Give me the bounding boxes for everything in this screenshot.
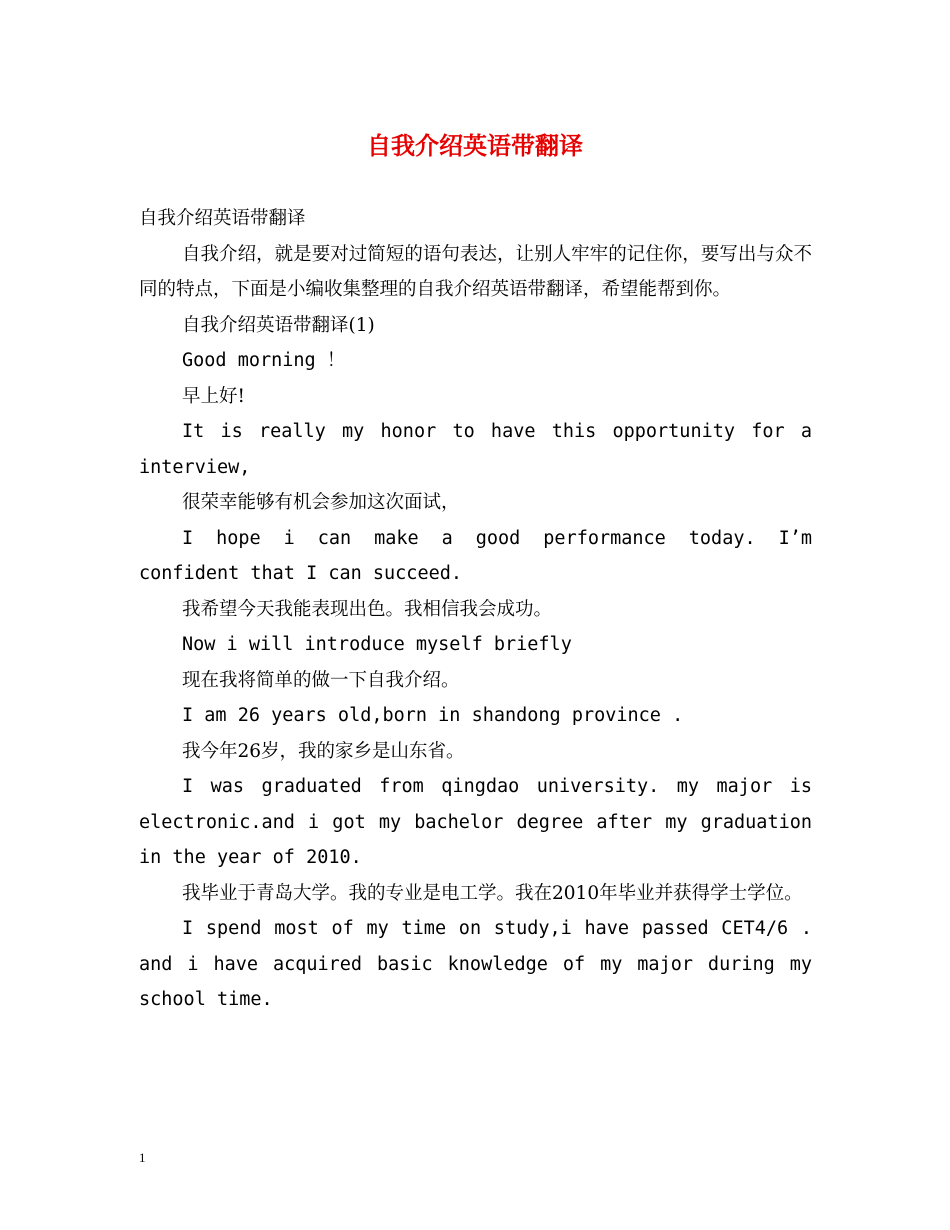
english-paragraph: I was graduated from qingdao university. my major is electronic.and i got my bachelor degree after my graduation in the year of 2010. <box>139 776 812 868</box>
english-paragraph: I am 26 years old,born in shandong province . <box>182 705 684 726</box>
document-body <box>139 201 812 1018</box>
english-paragraph: It is really my honor to have this opportunity for a interview, <box>139 421 812 478</box>
chinese-paragraph: 现在我将简单的做一下自我介绍。 <box>182 669 460 691</box>
page-number: 1 <box>139 1150 146 1165</box>
english-paragraph: Good morning ！ <box>182 350 346 371</box>
chinese-paragraph: 早上好! <box>182 385 245 407</box>
section-heading: 自我介绍英语带翻译(1) <box>182 314 375 336</box>
english-paragraph: I hope i can make a good performance today. I’m confident that I can succeed. <box>139 527 812 584</box>
chinese-paragraph: 我希望今天我能表现出色。我相信我会成功。 <box>182 598 553 620</box>
english-paragraph: I spend most of my time on study,i have passed CET4/6 . and i have acquired basic knowledge of my major during my school time. <box>139 918 812 1010</box>
chinese-paragraph: 我今年26岁，我的家乡是山东省。 <box>182 740 465 762</box>
intro-paragraph: 自我介绍，就是要对过简短的语句表达，让别人牢牢的记住你，要写出与众不同的特点，下面是小编收集整理的自我介绍英语带翻译，希望能帮到你。 <box>139 243 812 300</box>
chinese-paragraph: 我毕业于青岛大学。我的专业是电工学。我在2010年毕业并获得学士学位。 <box>182 882 803 904</box>
document-title: 自我介绍英语带翻译 <box>367 131 583 160</box>
subtitle-paragraph: 自我介绍英语带翻译 <box>139 208 306 229</box>
chinese-paragraph: 很荣幸能够有机会参加这次面试， <box>182 492 460 513</box>
english-paragraph: Now i will introduce myself briefly <box>182 634 572 655</box>
